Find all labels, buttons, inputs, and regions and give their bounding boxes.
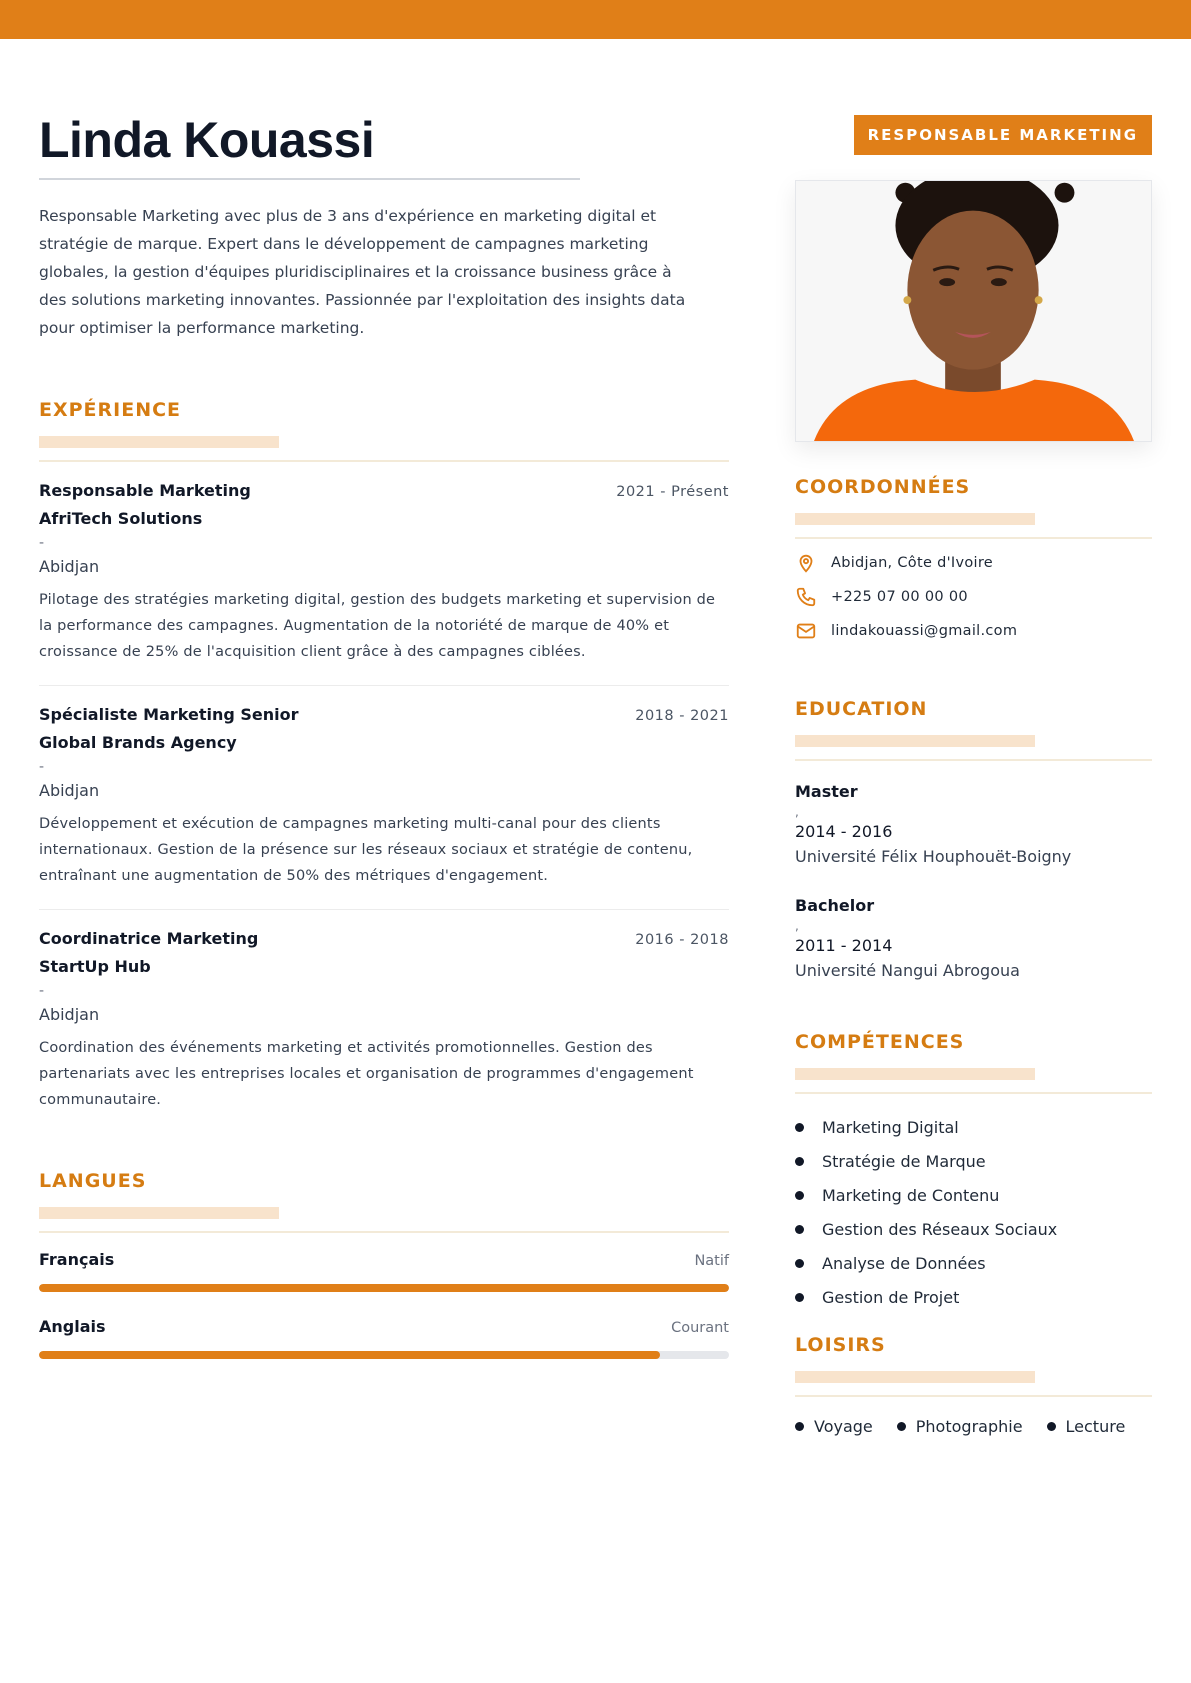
section-divider bbox=[795, 537, 1152, 539]
education-section bbox=[795, 697, 1152, 983]
job-company: Global Brands Agency bbox=[39, 733, 237, 752]
language-progress-fill bbox=[39, 1351, 660, 1359]
bullet-dot-icon bbox=[795, 1293, 804, 1302]
experience-item bbox=[39, 686, 729, 910]
skill-label: Marketing Digital bbox=[822, 1117, 959, 1137]
job-company: AfriTech Solutions bbox=[39, 509, 203, 528]
section-title-education: EDUCATION bbox=[795, 698, 928, 720]
skill-label: Marketing de Contenu bbox=[822, 1185, 1000, 1205]
contact-location bbox=[795, 553, 1152, 573]
name-divider bbox=[39, 178, 580, 180]
skill-label: Gestion des Réseaux Sociaux bbox=[822, 1219, 1058, 1239]
section-accent-bar bbox=[39, 1207, 279, 1219]
section-title-hobbies: LOISIRS bbox=[795, 1334, 886, 1356]
language-level: Natif bbox=[694, 1253, 729, 1269]
location-pin-icon bbox=[795, 552, 817, 574]
bullet-dot-icon bbox=[795, 1422, 804, 1431]
contact-location-text: Abidjan, Côte d'Ivoire bbox=[831, 555, 994, 571]
education-years: 2014 - 2016 bbox=[795, 822, 893, 841]
job-location: Abidjan bbox=[39, 557, 100, 576]
section-divider bbox=[795, 759, 1152, 761]
job-description: Pilotage des stratégies marketing digital, gestion des budgets marketing et supervision de la performance des campagnes. Augmentation de la notoriété de marque de 40% et croissance de 25% de l'acquisition client grâce à des campagnes ciblées. bbox=[39, 592, 716, 660]
section-title-skills: COMPÉTENCES bbox=[795, 1031, 965, 1053]
section-title-contact: COORDONNÉES bbox=[795, 476, 971, 498]
language-name: Français bbox=[39, 1250, 115, 1269]
top-accent-bar bbox=[0, 0, 1191, 39]
section-title-languages: LANGUES bbox=[39, 1170, 147, 1192]
languages-section bbox=[39, 1169, 729, 1359]
education-separator: , bbox=[795, 919, 799, 933]
contact-phone-text: +225 07 00 00 00 bbox=[831, 589, 968, 605]
language-item bbox=[39, 1247, 729, 1292]
education-degree: Bachelor bbox=[795, 896, 875, 915]
skill-item bbox=[795, 1246, 1152, 1280]
education-school: Université Nangui Abrogoua bbox=[795, 961, 1020, 980]
bullet-dot-icon bbox=[795, 1191, 804, 1200]
bullet-dot-icon bbox=[897, 1422, 906, 1431]
job-location: Abidjan bbox=[39, 1005, 100, 1024]
skills-section bbox=[795, 1030, 1152, 1314]
mail-icon bbox=[795, 620, 817, 642]
experience-section bbox=[39, 398, 729, 1133]
skill-item bbox=[795, 1110, 1152, 1144]
education-years: 2011 - 2014 bbox=[795, 936, 893, 955]
job-dates: 2021 - Présent bbox=[616, 484, 729, 500]
section-divider bbox=[795, 1092, 1152, 1094]
education-degree: Master bbox=[795, 782, 858, 801]
job-title: Responsable Marketing bbox=[39, 481, 251, 500]
hobby-item bbox=[897, 1417, 1023, 1436]
section-divider bbox=[39, 1231, 729, 1233]
bullet-dot-icon bbox=[795, 1123, 804, 1132]
skill-label: Analyse de Données bbox=[822, 1253, 986, 1273]
job-separator: - bbox=[39, 535, 45, 551]
bullet-dot-icon bbox=[795, 1157, 804, 1166]
job-dates: 2018 - 2021 bbox=[635, 708, 729, 724]
hobby-label: Photographie bbox=[915, 1417, 1023, 1436]
education-separator: , bbox=[795, 805, 799, 819]
skill-label: Gestion de Projet bbox=[822, 1287, 960, 1307]
hobby-list bbox=[795, 1417, 1152, 1436]
skill-item bbox=[795, 1178, 1152, 1212]
section-divider bbox=[795, 1395, 1152, 1397]
hobbies-section bbox=[795, 1333, 1152, 1436]
section-accent-bar bbox=[39, 436, 279, 448]
language-name: Anglais bbox=[39, 1317, 106, 1336]
profile-summary: Responsable Marketing avec plus de 3 ans d'expérience en marketing digital et stratégie de marque. Expert dans le développement de campagnes marketing globales, la gestion d'équipes pluridisciplinaires et la croissance business grâce à des solutions marketing innovantes. Passionnée par l'exploitation des insights data pour optimiser la performance marketing. bbox=[39, 207, 686, 337]
experience-item bbox=[39, 462, 729, 686]
section-accent-bar bbox=[795, 735, 1035, 747]
hobby-item bbox=[795, 1417, 873, 1436]
contact-email bbox=[795, 621, 1152, 641]
skill-label: Stratégie de Marque bbox=[822, 1151, 986, 1171]
job-title: Spécialiste Marketing Senior bbox=[39, 705, 299, 724]
section-accent-bar bbox=[795, 1371, 1035, 1383]
main-column bbox=[39, 108, 729, 1359]
education-item bbox=[795, 779, 1152, 869]
education-item bbox=[795, 893, 1152, 983]
skill-item bbox=[795, 1212, 1152, 1246]
language-item bbox=[39, 1314, 729, 1359]
role-badge: RESPONSABLE MARKETING bbox=[854, 115, 1152, 155]
contact-phone bbox=[795, 587, 1152, 607]
phone-icon bbox=[795, 586, 817, 608]
hobby-label: Lecture bbox=[1065, 1417, 1126, 1436]
section-accent-bar bbox=[795, 513, 1035, 525]
job-description: Coordination des événements marketing et activités promotionnelles. Gestion des partenariats avec les entreprises locales et organisation de programmes d'engagement communautaire. bbox=[39, 1040, 694, 1108]
job-title: Coordinatrice Marketing bbox=[39, 929, 259, 948]
hobby-label: Voyage bbox=[814, 1417, 873, 1436]
skill-list bbox=[795, 1110, 1152, 1314]
job-description: Développement et exécution de campagnes marketing multi-canal pour des clients internationaux. Gestion de la présence sur les réseaux sociaux et stratégie de contenu, entraînant une augmentation de 50% des métriques d'engagement. bbox=[39, 816, 693, 884]
job-separator: - bbox=[39, 983, 45, 999]
experience-item bbox=[39, 910, 729, 1133]
candidate-name: Linda Kouassi bbox=[39, 112, 375, 168]
profile-photo bbox=[795, 180, 1152, 442]
hobby-item bbox=[1047, 1417, 1126, 1436]
section-title-experience: EXPÉRIENCE bbox=[39, 399, 182, 421]
bullet-dot-icon bbox=[795, 1225, 804, 1234]
contact-section bbox=[795, 475, 1152, 641]
bullet-dot-icon bbox=[795, 1259, 804, 1268]
language-level: Courant bbox=[671, 1320, 729, 1336]
portrait-image bbox=[796, 181, 1151, 441]
skill-item bbox=[795, 1144, 1152, 1178]
job-dates: 2016 - 2018 bbox=[635, 932, 729, 948]
language-progress-fill bbox=[39, 1284, 729, 1292]
job-location: Abidjan bbox=[39, 781, 100, 800]
section-accent-bar bbox=[795, 1068, 1035, 1080]
job-separator: - bbox=[39, 759, 45, 775]
language-progress-track bbox=[39, 1284, 729, 1292]
contact-email-text: lindakouassi@gmail.com bbox=[831, 623, 1018, 639]
job-company: StartUp Hub bbox=[39, 957, 151, 976]
education-school: Université Félix Houphouët-Boigny bbox=[795, 847, 1072, 866]
bullet-dot-icon bbox=[1047, 1422, 1056, 1431]
language-progress-track bbox=[39, 1351, 729, 1359]
skill-item bbox=[795, 1280, 1152, 1314]
